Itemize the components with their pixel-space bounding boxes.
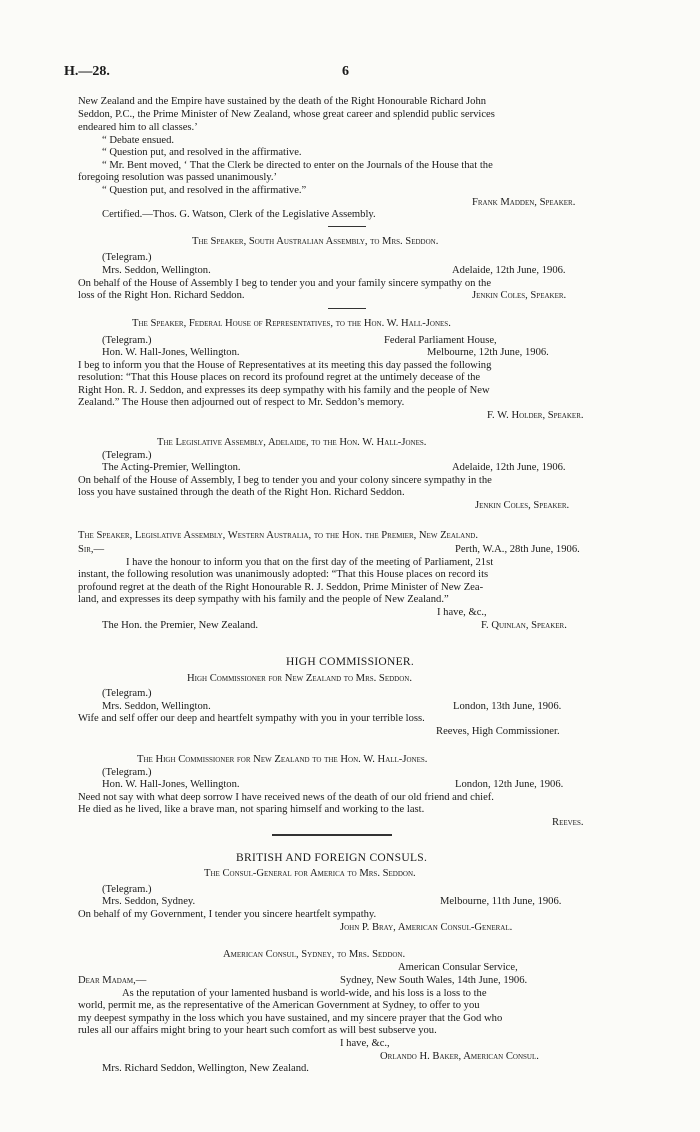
signature: Jenkin Coles, Speaker. — [472, 290, 567, 301]
telegram-title: High Commissioner for New Zealand to Mrs. Seddon. — [187, 673, 412, 684]
body-line: Zealand.” The House then adjourned out of respect to Mr. Seddon’s memory. — [78, 397, 405, 408]
body-line: Wife and self offer our deep and heartfelt sympathy with you in your terrible loss. — [78, 713, 425, 724]
body-line: “ Mr. Bent moved, ‘ That the Clerk be directed to enter on the Journals of the House that the — [102, 160, 493, 171]
body-line: my deepest sympathy in the loss which you have sustained, and my sincere prayer that the God who — [78, 1013, 503, 1024]
dateline: Melbourne, 11th June, 1906. — [440, 896, 562, 907]
telegram-title: The Speaker, South Australian Assembly, to Mrs. Seddon. — [192, 236, 439, 247]
body-line: “ Question put, and resolved in the affirmative. — [102, 147, 302, 158]
body-line: (Telegram.) — [102, 767, 152, 778]
body-line: rules all our affairs might bring to your heart such comfort as will best subserve you. — [78, 1025, 437, 1036]
addressee: Mrs. Seddon, Wellington. — [102, 265, 211, 276]
page-number: 6 — [342, 64, 349, 79]
signature: Orlando H. Baker, American Consul. — [380, 1051, 539, 1062]
body-line: Right Hon. R. J. Seddon, and expresses its deep sympathy with his family and the people of New — [78, 385, 490, 396]
dateline: London, 12th June, 1906. — [455, 779, 564, 790]
addressee: Mrs. Richard Seddon, Wellington, New Zealand. — [102, 1063, 309, 1074]
salutation: Dear Madam,— — [78, 975, 147, 986]
body-line: “ Question put, and resolved in the affirmative.” — [102, 185, 307, 196]
dateline: Adelaide, 12th June, 1906. — [452, 265, 566, 276]
body-line: I beg to inform you that the House of Representatives at its meeting this day passed the following — [78, 360, 492, 371]
body-line: On behalf of the House of Assembly, I beg to tender you and your colony sincere sympathy in the — [78, 475, 492, 486]
signature: F. W. Holder, Speaker. — [487, 410, 584, 421]
body-line: (Telegram.) — [102, 688, 152, 699]
body-line: foregoing resolution was passed unanimously.’ — [78, 172, 278, 183]
dateline: Melbourne, 12th June, 1906. — [427, 347, 549, 358]
addressee: Hon. W. Hall-Jones, Wellington. — [102, 779, 240, 790]
closing: I have, &c., — [340, 1038, 390, 1049]
letter-title: American Consul, Sydney, to Mrs. Seddon. — [223, 949, 406, 960]
address-line: Federal Parliament House, — [384, 335, 497, 346]
dateline: Sydney, New South Wales, 14th June, 1906. — [340, 975, 528, 986]
section-heading: HIGH COMMISSIONER. — [286, 656, 415, 668]
body-line: land, and expresses its deep sympathy with his family and the people of New Zealand.” — [78, 594, 449, 605]
address-line: American Consular Service, — [398, 962, 518, 973]
salutation: Sir,— — [78, 544, 105, 555]
body-line: As the reputation of your lamented husband is world-wide, and his loss is a loss to the — [122, 988, 487, 999]
addressee: Mrs. Seddon, Sydney. — [102, 896, 196, 907]
signature: Jenkin Coles, Speaker. — [475, 500, 570, 511]
signature: Reeves, High Commissioner. — [436, 726, 560, 737]
addressee: Hon. W. Hall-Jones, Wellington. — [102, 347, 240, 358]
signature: Reeves. — [552, 817, 584, 828]
body-line: I have the honour to inform you that on the first day of the meeting of Parliament, 21st — [126, 557, 494, 568]
section-divider — [328, 226, 366, 227]
body-line: (Telegram.) — [102, 450, 152, 461]
telegram-title: The Legislative Assembly, Adelaide, to the Hon. W. Hall-Jones. — [157, 437, 427, 448]
dateline: Adelaide, 12th June, 1906. — [452, 462, 566, 473]
signature: F. Quinlan, Speaker. — [481, 620, 567, 631]
body-line: He died as he lived, like a brave man, not sparing himself and working to the last. — [78, 804, 425, 815]
body-line: (Telegram.) — [102, 884, 152, 895]
body-line: (Telegram.) — [102, 252, 152, 263]
letter-title: The Speaker, Legislative Assembly, Western Australia, to the Hon. the Premier, New Zealand. — [78, 530, 478, 541]
body-line: loss you have sustained through the death of the Right Hon. Richard Seddon. — [78, 487, 405, 498]
body-line: world, permit me, as the representative of the American Government at Sydney, to offer to you — [78, 1000, 480, 1011]
section-divider — [328, 308, 366, 309]
body-line: profound regret at the death of the Right Honourable R. J. Seddon, Prime Minister of New Zea- — [78, 582, 484, 593]
body-line: Seddon, P.C., the Prime Minister of New Zealand, whose great career and splendid public services — [78, 109, 495, 120]
signature: Frank Madden, Speaker. — [472, 197, 576, 208]
dateline: Perth, W.A., 28th June, 1906. — [455, 544, 580, 555]
page-reference: H.—28. — [64, 64, 110, 79]
signature: John P. Bray, American Consul-General. — [340, 922, 513, 933]
body-line: endeared him to all classes.’ — [78, 122, 198, 133]
page-header — [64, 64, 634, 84]
dateline: London, 13th June, 1906. — [453, 701, 562, 712]
telegram-title: The Speaker, Federal House of Representatives, to the Hon. W. Hall-Jones. — [132, 318, 451, 329]
addressee: Mrs. Seddon, Wellington. — [102, 701, 211, 712]
certification: Certified.—Thos. G. Watson, Clerk of the Legislative Assembly. — [102, 209, 376, 220]
section-divider — [272, 834, 392, 836]
addressee: The Acting-Premier, Wellington. — [102, 462, 241, 473]
body-line: New Zealand and the Empire have sustained by the death of the Right Honourable Richard John — [78, 96, 487, 107]
telegram-title: The Consul-General for America to Mrs. Seddon. — [204, 868, 416, 879]
body-line: On behalf of the House of Assembly I beg to tender you and your family sincere sympathy on the — [78, 278, 492, 289]
body-line: resolution: “That this House places on record its profound regret at the untimely decease of the — [78, 372, 481, 383]
body-line: “ Debate ensued. — [102, 135, 175, 146]
body-line: (Telegram.) — [102, 335, 152, 346]
closing: I have, &c., — [437, 607, 487, 618]
body-line: Need not say with what deep sorrow I have received news of the death of our old friend and chief. — [78, 792, 494, 803]
body-line: On behalf of my Government, I tender you sincere heartfelt sympathy. — [78, 909, 377, 920]
body-line: loss of the Right Hon. Richard Seddon. — [78, 290, 245, 301]
telegram-title: The High Commissioner for New Zealand to the Hon. W. Hall-Jones. — [137, 754, 428, 765]
section-heading: BRITISH AND FOREIGN CONSULS. — [236, 852, 428, 864]
addressee: The Hon. the Premier, New Zealand. — [102, 620, 259, 631]
body-line: instant, the following resolution was unanimously adopted: “That this House places on record its — [78, 569, 489, 580]
